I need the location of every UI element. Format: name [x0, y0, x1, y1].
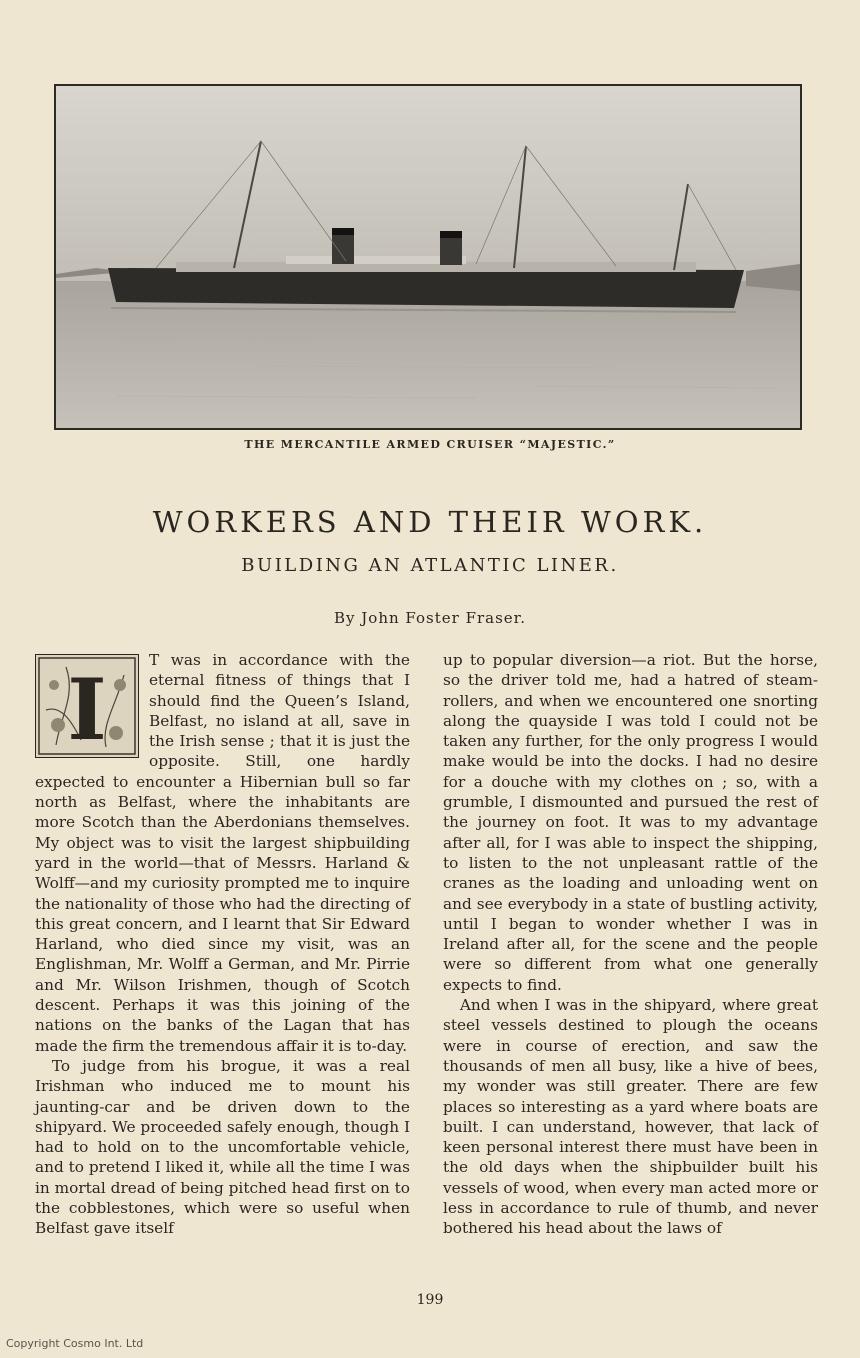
right-paragraph-1: up to popular diversion—a riot. But the horse, so the driver told me, had a hatred of steam-rollers, and when we encountered one snorting along the quayside I was told I could not be taken any further, for the only progress I would make would be into the docks. I had no desire for a douche with my clothes on ; so, with a grumble, I dismounted and pursued the rest of the journey on foot. It was to my advantage after all, for I was able to inspect the shipping, to listen to the not unpleasant rattle of the cranes as the loading and unloading went on and see everybody in a state of bustling activity, until I began to wonder whether I was in Ireland after all, for the scene and the people were so different from what one generally expects to find. — [443, 651, 818, 994]
article-subtitle: BUILDING AN ATLANTIC LINER. — [241, 555, 619, 576]
photo-caption: THE MERCANTILE ARMED CRUISER “MAJESTIC.” — [244, 438, 616, 451]
copyright-watermark: Copyright Cosmo Int. Ltd — [6, 1337, 144, 1350]
dropcap-letter: I — [67, 660, 107, 757]
left-column — [35, 650, 410, 1290]
right-paragraph-2: And when I was in the shipyard, where great steel vessels destined to plough the oceans were in course of erection, and saw the thousands of men all busy, like a hive of bees, my wonder was still greater. There are few places so interesting as a yard where boats are built. I can understand, however, that lack of keen personal interest there must have been in the old days when the shipbuilder built his vessels of wood, when every man acted more or less in accordance to rule of thumb, and never bothered his head about the laws of — [443, 996, 818, 1238]
article-title: WORKERS AND THEIR WORK. — [152, 505, 708, 539]
byline: By John Foster Fraser. — [334, 609, 526, 627]
dropcap-rest: T — [149, 651, 160, 669]
page-number: 199 — [416, 1292, 444, 1308]
ornamental-dropcap — [35, 654, 139, 758]
left-paragraph-2: To judge from his brogue, it was a real Irishman who induced me to mount his jaunting-car and be driven down to the shipyard. We proceeded safely enough, though I had to hold on to the uncomfortable vehicle, and to pretend I liked it, while all the time I was in mortal dread of being pitched head first on to the cobblestones, which were so useful when Belfast gave itself — [35, 1056, 410, 1238]
steamship-photo-icon — [56, 86, 800, 428]
right-column — [443, 650, 818, 1290]
ship-photograph — [54, 84, 802, 430]
floral-initial-icon — [36, 655, 138, 757]
left-paragraph-1: was in accordance with the eternal fitness of things that I should find the Queen’s Island, Belfast, no island at all, save in the Irish sense ; that it is just the opposite. Still, one hardly expected to encounter a Hibernian bull so far north as Belfast, where the inhabitants are more Scotch than the Aberdonians themselves. My object was to visit the largest shipbuilding yard in the world—that of Messrs. Harland & Wolff—and my curiosity prompted me to inquire the nationality of those who had the directing of this great concern, and I learnt that Sir Edward Harland, who died since my visit, was an Englishman, Mr. Wolff a German, and Mr. Pirrie and Mr. Wilson Irishmen, though of Scotch descent. Perhaps it was this joining of the nations on the banks of the Lagan that has made the firm the tremendous affair it is to-day. — [35, 651, 410, 1055]
